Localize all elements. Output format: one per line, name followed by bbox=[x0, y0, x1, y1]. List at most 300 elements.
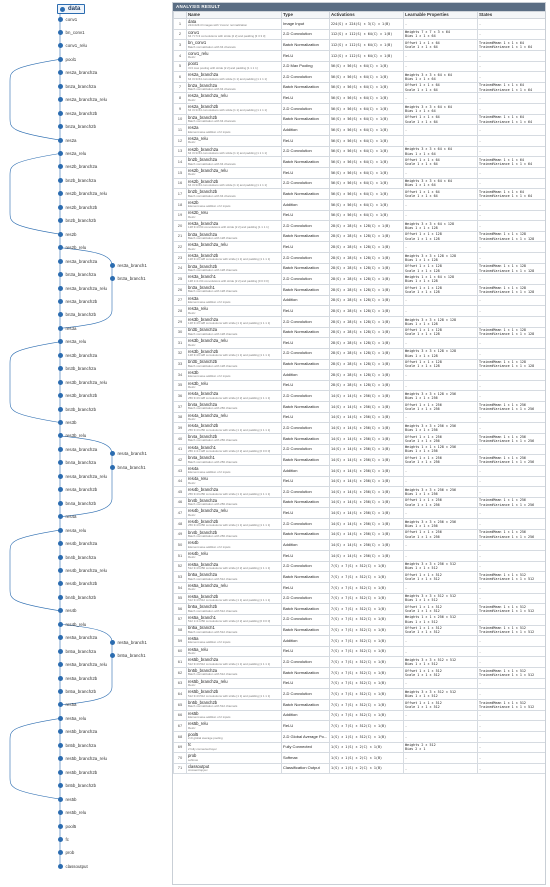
learnable-properties bbox=[404, 465, 478, 476]
layer-type: Addition bbox=[282, 710, 330, 721]
table-row[interactable] bbox=[174, 359, 546, 370]
graph-node[interactable] bbox=[58, 150, 87, 157]
layer-type: 2-D Convolution bbox=[282, 657, 330, 668]
row-index: 3 bbox=[174, 40, 187, 51]
state-line: TrainedMean 1 × 1 × 512 bbox=[479, 668, 526, 673]
table-row[interactable] bbox=[174, 519, 546, 530]
layer-name: bn5a_branch1 bbox=[188, 625, 215, 631]
states bbox=[478, 253, 546, 264]
graph-node[interactable] bbox=[110, 275, 146, 282]
layer-description: Batch normalization with 256 channels bbox=[188, 439, 238, 443]
node-dot-icon bbox=[58, 191, 63, 196]
node-label: bn3b_branch2b bbox=[65, 406, 97, 412]
states bbox=[478, 72, 546, 83]
layer-cell bbox=[187, 338, 282, 349]
graph-node[interactable] bbox=[58, 648, 97, 655]
panel-title: ANALYSIS RESULT bbox=[173, 3, 545, 11]
layer-name: res4a_branch2b bbox=[188, 423, 219, 429]
activations: 28(S) × 28(S) × 128(C) × 1(B) bbox=[330, 274, 404, 285]
table-row[interactable] bbox=[174, 316, 546, 327]
layer-name: bn4b_branch2b bbox=[188, 529, 218, 535]
node-dot-icon bbox=[58, 164, 63, 169]
graph-node[interactable] bbox=[58, 540, 98, 547]
skip-connection bbox=[10, 59, 60, 140]
states bbox=[478, 700, 546, 711]
state-line: TrainedMean 1 × 1 × 64 bbox=[479, 40, 524, 45]
layer-name: res5a_relu bbox=[188, 646, 208, 652]
node-label: res2b_branch2b bbox=[65, 204, 98, 210]
layer-description: ReLU bbox=[188, 726, 196, 730]
layer-cell bbox=[187, 402, 282, 413]
table-row[interactable] bbox=[174, 487, 546, 498]
graph-node[interactable] bbox=[58, 567, 108, 574]
state-line: TrainedMean 1 × 1 × 256 bbox=[479, 455, 526, 460]
table-row[interactable] bbox=[174, 433, 546, 444]
table-row[interactable] bbox=[174, 50, 546, 61]
layer-name: res2b_branch2a bbox=[188, 146, 219, 152]
row-index: 68 bbox=[174, 731, 187, 742]
graph-node[interactable] bbox=[58, 137, 77, 144]
learnable-line: - bbox=[405, 96, 408, 101]
network-graph[interactable] bbox=[0, 0, 168, 887]
row-index: 2 bbox=[174, 29, 187, 40]
activations: 14(S) × 14(S) × 256(C) × 1(B) bbox=[330, 391, 404, 402]
table-row[interactable] bbox=[174, 125, 546, 136]
col-states[interactable]: States bbox=[478, 12, 546, 19]
table-row[interactable] bbox=[174, 167, 546, 178]
states bbox=[478, 497, 546, 508]
activations: 1(S) × 1(S) × 512(C) × 1(B) bbox=[330, 731, 404, 742]
graph-node[interactable] bbox=[58, 688, 97, 695]
layer-cell bbox=[187, 519, 282, 530]
graph-node[interactable] bbox=[58, 244, 87, 251]
table-row[interactable] bbox=[174, 402, 546, 413]
activations: 1(S) × 1(S) × 2(C) × 1(B) bbox=[330, 742, 404, 753]
table-row[interactable] bbox=[174, 72, 546, 83]
table-row[interactable] bbox=[174, 753, 546, 764]
graph-node[interactable] bbox=[58, 675, 98, 682]
node-dot-icon bbox=[58, 810, 63, 815]
node-dot-icon bbox=[110, 653, 115, 658]
activations: 28(S) × 28(S) × 128(C) × 1(B) bbox=[330, 380, 404, 391]
table-row[interactable] bbox=[174, 444, 546, 455]
graph-node[interactable] bbox=[58, 42, 87, 49]
row-index: 56 bbox=[174, 604, 187, 615]
input-node[interactable] bbox=[57, 4, 85, 14]
table-row[interactable] bbox=[174, 189, 546, 200]
layer-cell bbox=[187, 433, 282, 444]
states bbox=[478, 136, 546, 147]
graph-node[interactable] bbox=[58, 325, 77, 332]
layer-type: ReLU bbox=[282, 167, 330, 178]
table-row[interactable] bbox=[174, 93, 546, 104]
states bbox=[478, 178, 546, 189]
learnable-line: Weights 3 × 3 × 256 × 256 bbox=[405, 519, 457, 524]
graph-node[interactable] bbox=[58, 661, 108, 668]
graph-node[interactable] bbox=[58, 823, 77, 830]
table-row[interactable] bbox=[174, 199, 546, 210]
table-row[interactable] bbox=[174, 114, 546, 125]
state-line: TrainedVariance 1 × 1 × 256 bbox=[479, 502, 535, 507]
layer-cell bbox=[187, 327, 282, 338]
graph-node[interactable] bbox=[58, 742, 97, 749]
node-label: res2b_branch2a_relu bbox=[65, 191, 107, 197]
table-row[interactable] bbox=[174, 721, 546, 732]
states bbox=[478, 391, 546, 402]
table-row[interactable] bbox=[174, 40, 546, 51]
graph-node[interactable] bbox=[58, 123, 97, 130]
states bbox=[478, 636, 546, 647]
table-row[interactable] bbox=[174, 380, 546, 391]
table-row[interactable] bbox=[174, 465, 546, 476]
graph-node[interactable] bbox=[58, 701, 77, 708]
table-row[interactable] bbox=[174, 82, 546, 93]
learnable-properties bbox=[404, 72, 478, 83]
state-line: TrainedMean 1 × 1 × 256 bbox=[479, 530, 526, 535]
table-row[interactable] bbox=[174, 551, 546, 562]
layer-cell bbox=[187, 359, 282, 370]
graph-node[interactable] bbox=[58, 83, 97, 90]
graph-node[interactable] bbox=[58, 177, 97, 184]
skip-connection bbox=[10, 154, 60, 235]
layer-description: 256 1×1×128 convolutions with stride [2 2] and padding [0 0 0 0] bbox=[188, 449, 271, 453]
table-row[interactable] bbox=[174, 455, 546, 466]
states bbox=[478, 338, 546, 349]
table-row[interactable] bbox=[174, 593, 546, 604]
row-index: 41 bbox=[174, 444, 187, 455]
node-dot-icon bbox=[58, 770, 63, 775]
learnable-properties bbox=[404, 412, 478, 423]
graph-node[interactable] bbox=[58, 311, 97, 318]
table-row[interactable] bbox=[174, 210, 546, 221]
state-line: TrainedVariance 1 × 1 × 64 bbox=[479, 162, 533, 167]
learnable-line: - bbox=[405, 340, 408, 345]
table-row[interactable] bbox=[174, 136, 546, 147]
table-row[interactable] bbox=[174, 497, 546, 508]
table-row[interactable] bbox=[174, 391, 546, 402]
graph-node[interactable] bbox=[110, 262, 147, 269]
table-row[interactable] bbox=[174, 306, 546, 317]
graph-node[interactable] bbox=[58, 56, 77, 63]
graph-node[interactable] bbox=[58, 836, 69, 843]
table-row[interactable] bbox=[174, 646, 546, 657]
row-index: 49 bbox=[174, 529, 187, 540]
table-row[interactable] bbox=[174, 710, 546, 721]
layer-cell bbox=[187, 61, 282, 72]
skip-connection bbox=[10, 530, 60, 611]
states bbox=[478, 104, 546, 115]
activations: 7(S) × 7(S) × 512(C) × 1(B) bbox=[330, 625, 404, 636]
graph-node[interactable] bbox=[58, 365, 97, 372]
table-row[interactable] bbox=[174, 689, 546, 700]
graph-node[interactable] bbox=[58, 338, 87, 345]
graph-node[interactable] bbox=[58, 500, 97, 507]
graph-node[interactable] bbox=[58, 849, 75, 856]
learnable-properties bbox=[404, 316, 478, 327]
activations: 14(S) × 14(S) × 256(C) × 1(B) bbox=[330, 444, 404, 455]
activations: 7(S) × 7(S) × 512(C) × 1(B) bbox=[330, 646, 404, 657]
graph-node[interactable] bbox=[58, 285, 108, 292]
row-index: 39 bbox=[174, 423, 187, 434]
learnable-line: - bbox=[405, 64, 408, 69]
states bbox=[478, 444, 546, 455]
graph-node[interactable] bbox=[58, 634, 98, 641]
state-line: TrainedVariance 1 × 1 × 256 bbox=[479, 406, 535, 411]
table-row[interactable] bbox=[174, 231, 546, 242]
table-row[interactable] bbox=[174, 295, 546, 306]
table-row[interactable] bbox=[174, 146, 546, 157]
learnable-line: Weights 3 × 3 × 64 × 64 bbox=[405, 147, 452, 152]
table-row[interactable] bbox=[174, 104, 546, 115]
graph-node[interactable] bbox=[58, 110, 98, 117]
layer-cell bbox=[187, 295, 282, 306]
layer-cell bbox=[187, 710, 282, 721]
graph-node[interactable] bbox=[58, 204, 98, 211]
table-row[interactable] bbox=[174, 529, 546, 540]
graph-node[interactable] bbox=[58, 392, 98, 399]
learnable-line: - bbox=[405, 213, 408, 218]
table-row[interactable] bbox=[174, 61, 546, 72]
layer-name: res4b_relu bbox=[188, 550, 208, 556]
graph-node[interactable] bbox=[58, 513, 77, 520]
node-dot-icon bbox=[58, 622, 63, 627]
table-row[interactable] bbox=[174, 253, 546, 264]
layer-cell bbox=[187, 423, 282, 434]
learnable-line: Bias 1 × 1 × 128 bbox=[405, 279, 438, 284]
state-line: TrainedVariance 1 × 1 × 128 bbox=[479, 236, 535, 241]
graph-node[interactable] bbox=[58, 96, 108, 103]
table-row[interactable] bbox=[174, 561, 546, 572]
table-row[interactable] bbox=[174, 678, 546, 689]
layer-name: res3a_branch2a_relu bbox=[188, 242, 228, 248]
activations: 28(S) × 28(S) × 128(C) × 1(B) bbox=[330, 231, 404, 242]
layer-description: ReLU bbox=[188, 343, 196, 347]
table-row[interactable] bbox=[174, 657, 546, 668]
layer-type: 2-D Convolution bbox=[282, 444, 330, 455]
learnable-properties bbox=[404, 625, 478, 636]
graph-node[interactable] bbox=[58, 419, 77, 426]
layer-cell bbox=[187, 189, 282, 200]
learnable-line: Weights 7 × 7 × 3 × 64 bbox=[405, 30, 450, 35]
graph-node[interactable] bbox=[110, 639, 147, 646]
learnable-line: Weights 3 × 3 × 256 × 256 bbox=[405, 423, 457, 428]
table-row[interactable] bbox=[174, 508, 546, 519]
layer-type: Batch Normalization bbox=[282, 285, 330, 296]
activations: 56(S) × 56(S) × 64(C) × 1(B) bbox=[330, 167, 404, 178]
layer-cell bbox=[187, 253, 282, 264]
graph-node[interactable] bbox=[58, 782, 97, 789]
learnable-line: Bias 1 × 1 × 256 bbox=[405, 396, 438, 401]
graph-node[interactable] bbox=[58, 769, 98, 776]
layer-type: ReLU bbox=[282, 242, 330, 253]
learnable-line: Offset 1 × 1 × 64 bbox=[405, 40, 440, 45]
layer-cell bbox=[187, 646, 282, 657]
graph-node[interactable] bbox=[58, 809, 87, 816]
table-row[interactable] bbox=[174, 668, 546, 679]
graph-node[interactable] bbox=[110, 652, 146, 659]
graph-node[interactable] bbox=[58, 432, 87, 439]
table-row[interactable] bbox=[174, 700, 546, 711]
learnable-properties bbox=[404, 444, 478, 455]
table-row[interactable] bbox=[174, 540, 546, 551]
activations: 56(S) × 56(S) × 64(C) × 1(B) bbox=[330, 136, 404, 147]
state-line: - bbox=[479, 21, 482, 26]
table-row[interactable] bbox=[174, 178, 546, 189]
col-learnables[interactable]: Learnable Properties bbox=[404, 12, 478, 19]
table-row[interactable] bbox=[174, 625, 546, 636]
layer-description: softmax bbox=[188, 758, 199, 762]
node-label: res4a_branch2a bbox=[65, 446, 98, 452]
layer-type: 2-D Convolution bbox=[282, 316, 330, 327]
graph-node[interactable] bbox=[58, 594, 97, 601]
layer-description: Batch normalization with 128 channels bbox=[188, 364, 238, 368]
node-dot-icon bbox=[58, 716, 63, 721]
col-activations[interactable]: Activations bbox=[330, 12, 404, 19]
graph-node[interactable] bbox=[58, 69, 98, 76]
layer-description: Batch normalization with 64 channels bbox=[188, 120, 236, 124]
table-row[interactable] bbox=[174, 274, 546, 285]
table-row[interactable] bbox=[174, 423, 546, 434]
layer-type: 2-D Convolution bbox=[282, 614, 330, 625]
graph-node[interactable] bbox=[58, 554, 97, 561]
graph-node[interactable] bbox=[58, 258, 98, 265]
graph-node[interactable] bbox=[58, 163, 98, 170]
states bbox=[478, 753, 546, 764]
learnable-line: Offset 1 × 1 × 128 bbox=[405, 360, 442, 365]
graph-node[interactable] bbox=[58, 621, 87, 628]
graph-node[interactable] bbox=[58, 271, 97, 278]
graph-node[interactable] bbox=[58, 217, 97, 224]
table-row[interactable] bbox=[174, 412, 546, 423]
graph-node[interactable] bbox=[58, 190, 108, 197]
layer-description: crossentropyex bbox=[188, 769, 208, 773]
graph-node[interactable] bbox=[58, 459, 97, 466]
table-row[interactable] bbox=[174, 348, 546, 359]
activations: 28(S) × 28(S) × 128(C) × 1(B) bbox=[330, 242, 404, 253]
graph-node[interactable] bbox=[58, 580, 98, 587]
learnable-line: Offset 1 × 1 × 512 bbox=[405, 572, 442, 577]
graph-node[interactable] bbox=[58, 29, 85, 36]
table-row[interactable] bbox=[174, 29, 546, 40]
graph-node[interactable] bbox=[58, 607, 77, 614]
graph-node[interactable] bbox=[58, 446, 98, 453]
graph-node[interactable] bbox=[58, 231, 77, 238]
learnable-line: - bbox=[405, 511, 408, 516]
graph-node[interactable] bbox=[58, 406, 97, 413]
table-row[interactable] bbox=[174, 242, 546, 253]
layer-name: res4b_branch2b bbox=[188, 519, 219, 525]
activations: 7(S) × 7(S) × 512(C) × 1(B) bbox=[330, 721, 404, 732]
states bbox=[478, 327, 546, 338]
table-row[interactable] bbox=[174, 476, 546, 487]
table-row[interactable] bbox=[174, 285, 546, 296]
graph-node[interactable] bbox=[58, 298, 98, 305]
states bbox=[478, 572, 546, 583]
graph-node[interactable] bbox=[58, 16, 78, 23]
learnable-properties bbox=[404, 593, 478, 604]
graph-node[interactable] bbox=[110, 450, 147, 457]
activations: 112(S) × 112(S) × 64(C) × 1(B) bbox=[330, 50, 404, 61]
node-label: bn4a_branch2b bbox=[65, 500, 97, 506]
states bbox=[478, 348, 546, 359]
graph-node[interactable] bbox=[58, 473, 108, 480]
table-row[interactable] bbox=[174, 19, 546, 30]
node-label: res3b bbox=[65, 420, 77, 425]
table-row[interactable] bbox=[174, 763, 546, 774]
layer-name: pool1 bbox=[188, 61, 199, 67]
table-row[interactable] bbox=[174, 263, 546, 274]
table-row[interactable] bbox=[174, 572, 546, 583]
state-line: - bbox=[479, 202, 482, 207]
learnable-line: Weights 3 × 3 × 64 × 64 bbox=[405, 179, 452, 184]
learnable-line: Scale 1 × 1 × 128 bbox=[405, 236, 440, 241]
col-type[interactable]: Type bbox=[282, 12, 330, 19]
learnable-properties bbox=[404, 306, 478, 317]
learnable-line: - bbox=[405, 245, 408, 250]
layer-type: Batch Normalization bbox=[282, 700, 330, 711]
row-index: 52 bbox=[174, 561, 187, 572]
graph-node[interactable] bbox=[58, 379, 108, 386]
graph-node[interactable] bbox=[58, 755, 108, 762]
learnable-line: Scale 1 × 1 × 64 bbox=[405, 162, 438, 167]
activations: 7(S) × 7(S) × 512(C) × 1(B) bbox=[330, 636, 404, 647]
activations: 1(S) × 1(S) × 2(C) × 1(B) bbox=[330, 763, 404, 774]
graph-node[interactable] bbox=[58, 352, 98, 359]
graph-node[interactable] bbox=[58, 527, 87, 534]
table-row[interactable] bbox=[174, 221, 546, 232]
layer-name: res2b_relu bbox=[188, 210, 208, 216]
layer-table bbox=[173, 11, 546, 774]
activations: 14(S) × 14(S) × 256(C) × 1(B) bbox=[330, 465, 404, 476]
activations: 56(S) × 56(S) × 64(C) × 1(B) bbox=[330, 61, 404, 72]
node-label: res4b_branch2a bbox=[65, 541, 98, 547]
layer-cell bbox=[187, 316, 282, 327]
table-row[interactable] bbox=[174, 370, 546, 381]
layer-name: res2a_branch2b bbox=[188, 104, 219, 110]
graph-node[interactable] bbox=[58, 863, 88, 870]
table-row[interactable] bbox=[174, 327, 546, 338]
states bbox=[478, 285, 546, 296]
node-label: res5b_branch2a_relu bbox=[65, 756, 107, 762]
graph-node[interactable] bbox=[110, 464, 146, 471]
table-row[interactable] bbox=[174, 614, 546, 625]
layer-cell bbox=[187, 476, 282, 487]
state-line: - bbox=[479, 638, 482, 643]
table-row[interactable] bbox=[174, 338, 546, 349]
table-row[interactable] bbox=[174, 636, 546, 647]
graph-node[interactable] bbox=[58, 715, 87, 722]
layer-type: Addition bbox=[282, 540, 330, 551]
table-row[interactable] bbox=[174, 582, 546, 593]
table-row[interactable] bbox=[174, 604, 546, 615]
col-name[interactable]: Name bbox=[187, 12, 282, 19]
table-row[interactable] bbox=[174, 742, 546, 753]
layer-type: ReLU bbox=[282, 50, 330, 61]
layer-name: res2a_relu bbox=[188, 135, 208, 141]
row-index: 43 bbox=[174, 465, 187, 476]
layer-cell bbox=[187, 72, 282, 83]
states bbox=[478, 295, 546, 306]
table-row[interactable] bbox=[174, 157, 546, 168]
table-row[interactable] bbox=[174, 731, 546, 742]
graph-node[interactable] bbox=[58, 486, 98, 493]
node-label: conv1 bbox=[65, 16, 78, 22]
graph-node[interactable] bbox=[58, 796, 77, 803]
layer-name: bn5b_branch2b bbox=[188, 699, 218, 705]
learnable-properties bbox=[404, 50, 478, 61]
states bbox=[478, 19, 546, 30]
graph-node[interactable] bbox=[58, 728, 98, 735]
